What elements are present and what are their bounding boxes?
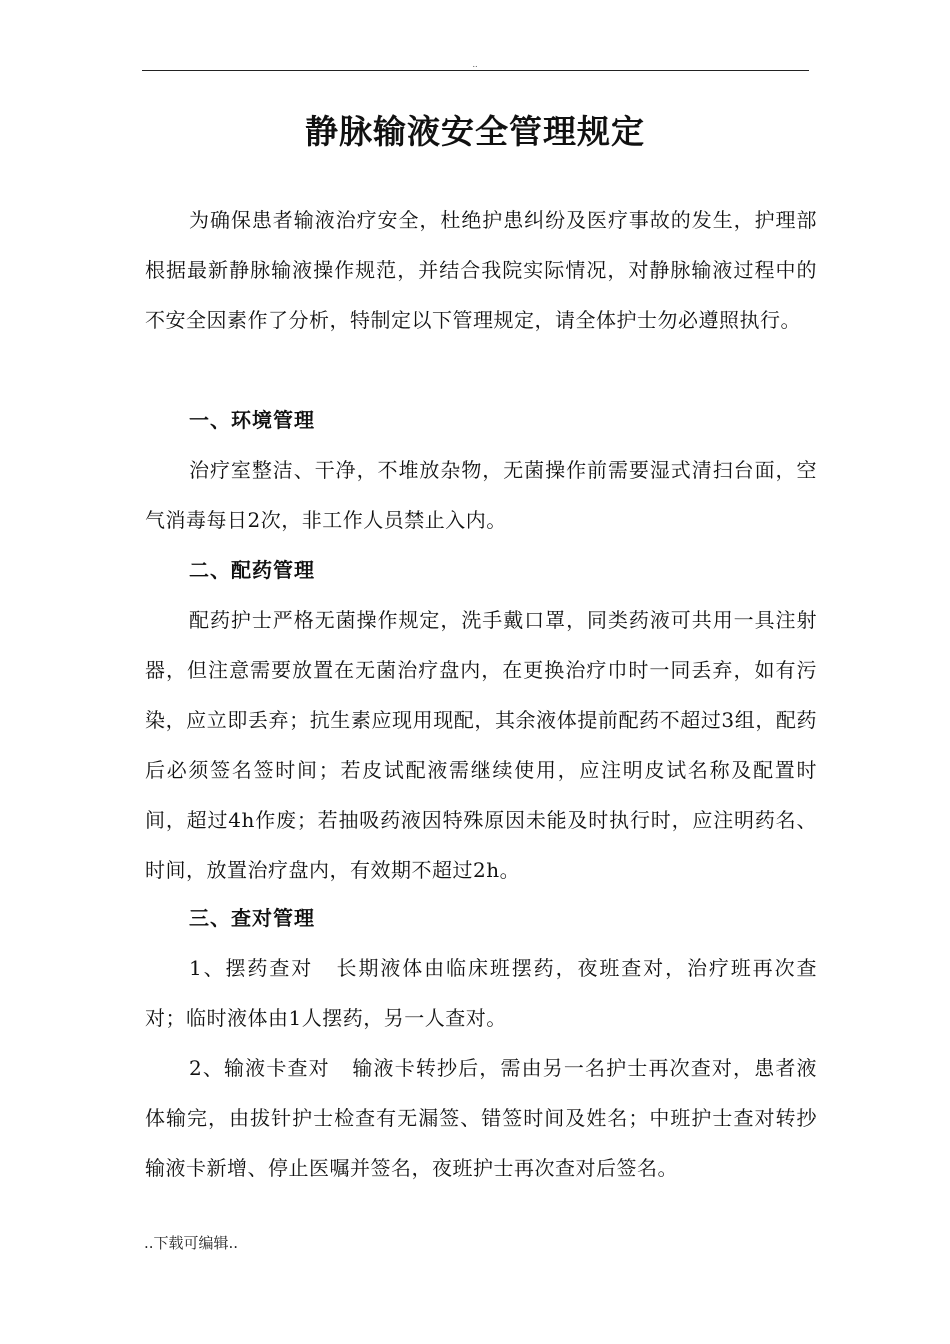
verification-item	[145, 943, 817, 1043]
verification-item	[145, 1043, 817, 1193]
document-title: 静脉输液安全管理规定	[305, 112, 645, 152]
intro-paragraph: 为确保患者输液治疗安全，杜绝护患纠纷及医疗事故的发生，护理部根据最新静脉输液操作规范，并结合我院实际情况，对静脉输液过程中的不安全因素作了分析，特制定以下管理规定，请全体护士勿必遵照执行。	[145, 208, 817, 332]
section-paragraph-dispensing: 配药护士严格无菌操作规定，洗手戴口罩，同类药液可共用一具注射器，但注意需要放置在无菌治疗盘内，在更换治疗巾时一同丢弃，如有污染，应立即丢弃；抗生素应现用现配，其余液体提前配药不超过3组，配药后必须签名签时间；若皮试配液需继续使用，应注明皮试名称及配置时间，超过4h作废；若抽吸药液因特殊原因未能及时执行时，应注明药名、时间，放置治疗盘内，有效期不超过2h。	[145, 608, 817, 882]
section-heading-verification: 三、查对管理	[189, 906, 315, 930]
page-footer: ..下载可编辑..	[144, 1234, 239, 1252]
verification-item-text: 输液卡转抄后，需由另一名护士再次查对，患者液体输完，由拔针护士检查有无漏签、错签时间及姓名；中班护士查对转抄输液卡新增、停止医嘱并签名，夜班护士再次查对后签名。	[145, 1056, 818, 1180]
verification-item-label: 1、摆药查对	[189, 956, 314, 980]
section-heading-environment: 一、环境管理	[189, 408, 315, 432]
verification-item-text: 长期液体由临床班摆药，夜班查对，治疗班再次查对；临时液体由1人摆药，另一人查对。	[145, 956, 817, 1030]
section-paragraph-environment: 治疗室整洁、干净，不堆放杂物，无菌操作前需要湿式清扫台面，空气消毒每日2次，非工作人员禁止入内。	[145, 458, 817, 532]
header-mark: ..	[472, 60, 478, 69]
verification-item-label: 2、输液卡查对	[189, 1056, 330, 1080]
section-heading-dispensing: 二、配药管理	[189, 558, 315, 582]
header-divider	[142, 70, 809, 71]
